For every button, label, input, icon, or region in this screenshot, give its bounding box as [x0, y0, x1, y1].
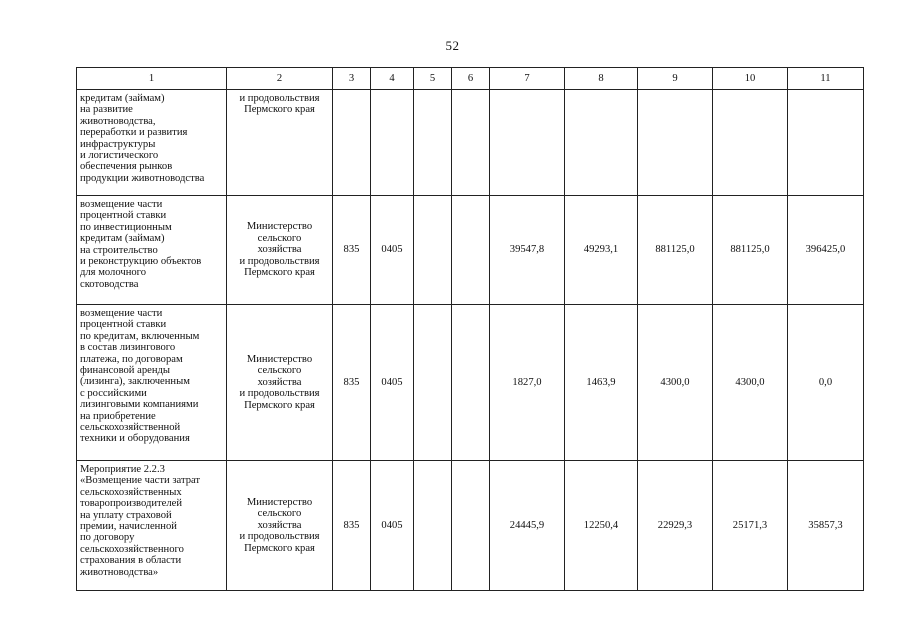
- column-header: 9: [638, 68, 713, 90]
- cell-col5: [414, 461, 452, 591]
- cell-col8: 12250,4: [565, 461, 638, 591]
- table-header-row: [77, 68, 864, 90]
- cell-col9: 22929,3: [638, 461, 713, 591]
- row-description: возмещение части процентной ставки по кредитам, включенным в состав лизингового платежа, по договорам финансовой аренды (лизинга), заключенным с российскими лизинговыми компаниями на приобретение сельскохозяйственной техники и оборудования: [77, 305, 227, 461]
- cell-col8: 49293,1: [565, 196, 638, 305]
- table-row: [77, 90, 864, 196]
- cell-col7: 39547,8: [490, 196, 565, 305]
- row-executor: Министерство сельского хозяйства и продовольствия Пермского края: [227, 461, 333, 591]
- page-number: 52: [445, 38, 460, 53]
- cell-col6: [452, 196, 490, 305]
- cell-col8: [565, 90, 638, 196]
- cell-col4: [371, 90, 414, 196]
- cell-col5: [414, 305, 452, 461]
- table-row: [77, 305, 864, 461]
- cell-col4: 0405: [371, 196, 414, 305]
- row-executor: и продовольствия Пермского края: [227, 90, 333, 196]
- cell-col10: [713, 90, 788, 196]
- row-executor: Министерство сельского хозяйства и продовольствия Пермского края: [227, 305, 333, 461]
- cell-col9: [638, 90, 713, 196]
- cell-col11: 35857,3: [788, 461, 864, 591]
- cell-col11: 0,0: [788, 305, 864, 461]
- cell-col11: 396425,0: [788, 196, 864, 305]
- cell-col6: [452, 461, 490, 591]
- cell-col6: [452, 305, 490, 461]
- cell-col9: 881125,0: [638, 196, 713, 305]
- column-header: 3: [333, 68, 371, 90]
- cell-col4: 0405: [371, 461, 414, 591]
- cell-col10: 881125,0: [713, 196, 788, 305]
- column-header: 10: [713, 68, 788, 90]
- cell-col9: 4300,0: [638, 305, 713, 461]
- column-header: 8: [565, 68, 638, 90]
- column-header: 4: [371, 68, 414, 90]
- cell-col11: [788, 90, 864, 196]
- cell-col7: [490, 90, 565, 196]
- row-executor: Министерство сельского хозяйства и продовольствия Пермского края: [227, 196, 333, 305]
- cell-col7: 24445,9: [490, 461, 565, 591]
- cell-col4: 0405: [371, 305, 414, 461]
- cell-col6: [452, 90, 490, 196]
- column-header: 1: [77, 68, 227, 90]
- column-header: 6: [452, 68, 490, 90]
- cell-col8: 1463,9: [565, 305, 638, 461]
- column-header: 2: [227, 68, 333, 90]
- row-description: Мероприятие 2.2.3 «Возмещение части затрат сельскохозяйственных товаропроизводителей на уплату страховой премии, начисленной по договору сельскохозяйственного страхования в области животноводства»: [77, 461, 227, 591]
- cell-col5: [414, 90, 452, 196]
- row-description: кредитам (займам) на развитие животноводства, переработки и развития инфраструктуры и логистического обеспечения рынков продукции животноводства: [77, 90, 227, 196]
- column-header: 11: [788, 68, 864, 90]
- cell-col3: [333, 90, 371, 196]
- cell-col3: 835: [333, 305, 371, 461]
- cell-col3: 835: [333, 461, 371, 591]
- column-header: 7: [490, 68, 565, 90]
- cell-col10: 25171,3: [713, 461, 788, 591]
- cell-col7: 1827,0: [490, 305, 565, 461]
- cell-col5: [414, 196, 452, 305]
- budget-table: [76, 67, 864, 591]
- column-header: 5: [414, 68, 452, 90]
- table-row: [77, 461, 864, 591]
- cell-col3: 835: [333, 196, 371, 305]
- cell-col10: 4300,0: [713, 305, 788, 461]
- row-description: возмещение части процентной ставки по инвестиционным кредитам (займам) на строительство и реконструкцию объектов для молочного скотоводства: [77, 196, 227, 305]
- table-row: [77, 196, 864, 305]
